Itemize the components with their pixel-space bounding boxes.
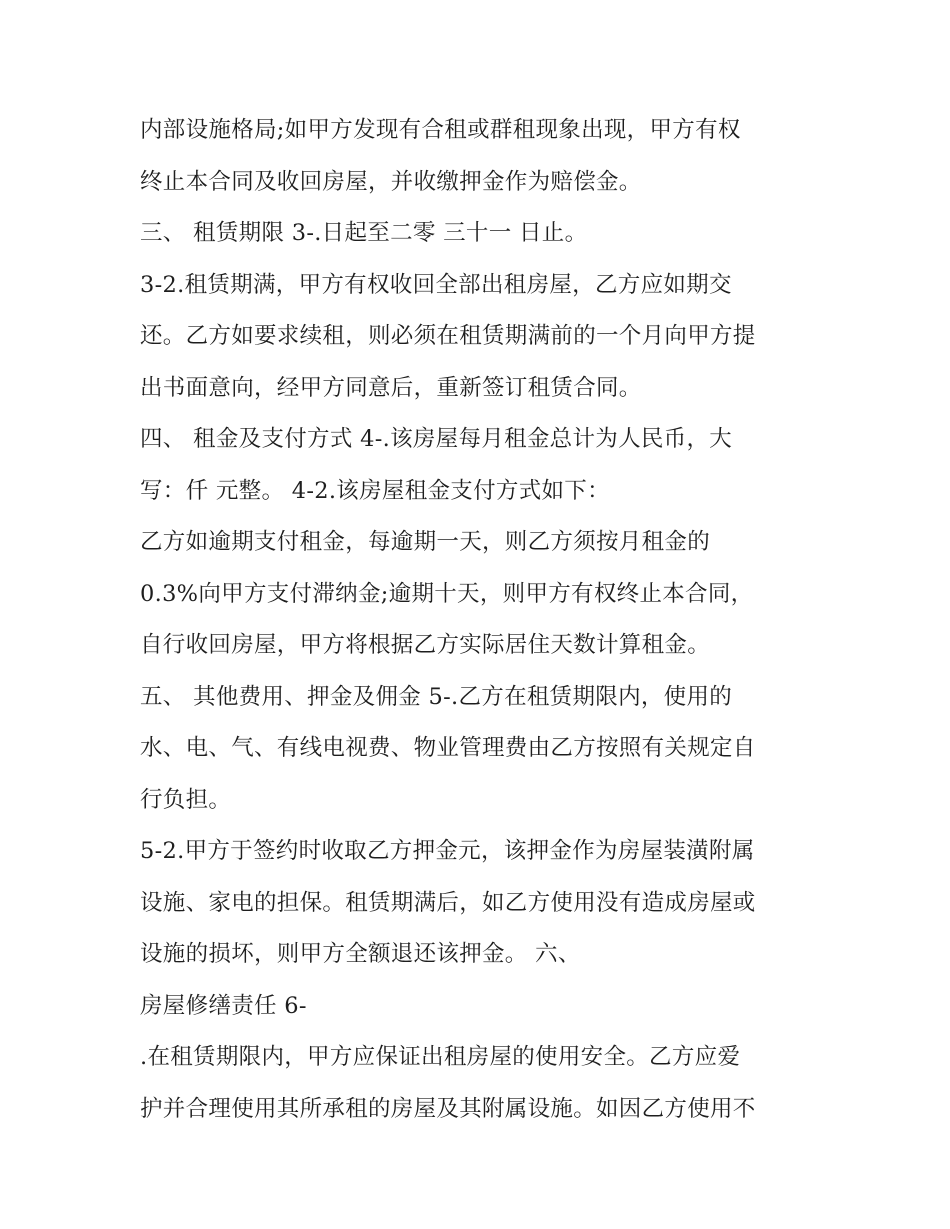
text-line: 内部设施格局;如甲方发现有合租或群租现象出现，甲方有权 (140, 117, 741, 143)
text-line: 出书面意向，经甲方同意后，重新签订租赁合同。 (140, 374, 642, 401)
text-line: 三、 租赁期限 3-.日起至二零 三十一 日止。 (140, 220, 588, 246)
text-line: 5-2.甲方于签约时收取乙方押金元，该押金作为房屋装潢附属 (140, 838, 755, 864)
text-line: 行负担。 (140, 786, 232, 813)
text-line: 写：仟 元整。 4-2.该房屋租金支付方式如下： (140, 477, 610, 504)
text-line: 还。乙方如要求续租，则必须在租赁期满前的一个月向甲方提 (140, 323, 756, 349)
text-line: 护并合理使用其所承租的房屋及其附属设施。如因乙方使用不 (140, 1095, 756, 1122)
text-line: 四、 租金及支付方式 4-.该房屋每月租金总计为人民币，大 (140, 426, 733, 452)
text-line: 水、电、气、有线电视费、物业管理费由乙方按照有关规定自 (140, 735, 756, 761)
text-line: 3-2.租赁期满，甲方有权收回全部出租房屋，乙方应如期交 (140, 271, 732, 298)
text-line: 乙方如逾期支付租金，每逾期一天，则乙方须按月租金的 (140, 529, 711, 555)
text-line: 设施、家电的担保。租赁期满后，如乙方使用没有造成房屋或 (140, 889, 756, 916)
text-line: 房屋修缮责任 6- (140, 992, 307, 1019)
text-line: 自行收回房屋，甲方将根据乙方实际居住天数计算租金。 (140, 632, 711, 658)
text-line: 0.3%向甲方支付滞纳金;逾期十天，则甲方有权终止本合同， (140, 580, 754, 607)
text-line: 设施的损坏，则甲方全额退还该押金。 六、 (140, 941, 581, 967)
text-line: 五、 其他费用、押金及佣金 5-.乙方在租赁期限内，使用的 (140, 683, 733, 710)
document-body (140, 108, 830, 1138)
text-line: .在租赁期限内，甲方应保证出租房屋的使用安全。乙方应爱 (140, 1044, 741, 1070)
text-line: 终止本合同及收回房屋，并收缴押金作为赔偿金。 (140, 168, 642, 195)
